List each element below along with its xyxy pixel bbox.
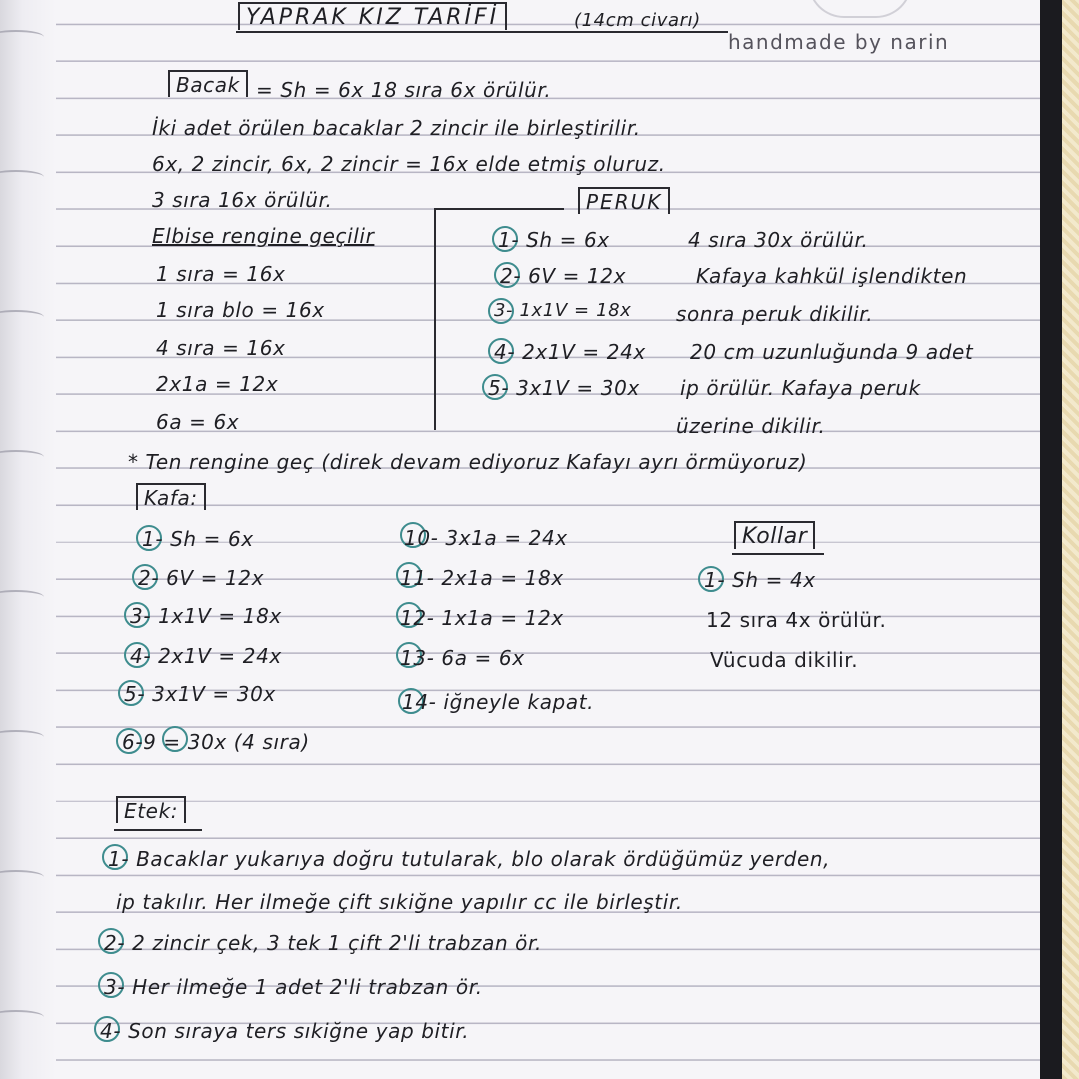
title-underline [236, 31, 728, 33]
kollar-label: Kollar [734, 521, 815, 549]
elbise-heading: Elbise rengine geçilir [152, 224, 375, 248]
peruk-step: 4- 2x1V = 24x [494, 340, 646, 364]
binding-ring [0, 450, 44, 464]
peruk-label: PERUK [578, 187, 670, 214]
peruk-note: 4 sıra 30x örülür. [688, 228, 869, 252]
kollar-underline [732, 553, 824, 555]
peruk-step: 1- Sh = 6x [498, 228, 610, 252]
etek-line: 3- Her ilmeğe 1 adet 2'li trabzan ör. [104, 975, 483, 999]
elbise-line: 6a = 6x [156, 410, 240, 434]
kafa-step: 5- 3x1V = 30x [124, 682, 276, 706]
binding-ring [0, 730, 44, 744]
ten-rengi-note: * Ten rengine geç (direk devam ediyoruz Kafayı ayrı örmüyoruz) [128, 450, 808, 474]
etek-line: ip takılır. Her ilmeğe çift sıkiğne yapılır cc ile birleştir. [116, 890, 683, 914]
bacak-line: = Sh = 6x 18 sıra 6x örülür. [256, 78, 552, 102]
peruk-note: ip örülür. Kafaya peruk [680, 376, 921, 400]
etek-line: 2- 2 zincir çek, 3 tek 1 çift 2'li trabzan ör. [104, 931, 542, 955]
etek-underline [114, 829, 202, 831]
kafa-step: 11- 2x1a = 18x [400, 566, 564, 590]
kollar-line: 12 sıra 4x örülür. [706, 608, 887, 632]
elbise-line: 4 sıra = 16x [156, 336, 286, 360]
kafa-step: 6-9 = 30x (4 sıra) [122, 730, 310, 754]
page-title: YAPRAK KIZ TARİFİ [238, 2, 507, 30]
binding-ring [0, 870, 44, 884]
peruk-step: 2- 6V = 12x [500, 264, 627, 288]
binding-ring [0, 310, 44, 324]
peruk-note: 20 cm uzunluğunda 9 adet [690, 340, 974, 364]
kollar-line: Vücuda dikilir. [710, 648, 859, 672]
peruk-frame-top [434, 208, 564, 210]
etek-label: Etek: [116, 796, 186, 823]
logo-mark [808, 0, 912, 18]
kafa-step: 13- 6a = 6x [400, 646, 525, 670]
bacak-line: İki adet örülen bacaklar 2 zincir ile birleştirilir. [152, 116, 641, 140]
brand-text: handmade by narin [728, 30, 950, 54]
binding-ring [0, 30, 44, 44]
bacak-line: 6x, 2 zincir, 6x, 2 zincir = 16x elde etmiş oluruz. [152, 152, 666, 176]
kafa-step: 1- Sh = 6x [142, 527, 254, 551]
notebook-binding [0, 0, 56, 1079]
binding-ring [0, 170, 44, 184]
kafa-step: 3- 1x1V = 18x [130, 604, 282, 628]
peruk-note: sonra peruk dikilir. [676, 302, 874, 326]
elbise-line: 2x1a = 12x [156, 372, 279, 396]
elbise-line: 1 sıra blo = 16x [156, 298, 325, 322]
background-rug [1062, 0, 1079, 1079]
peruk-frame-left [434, 208, 436, 430]
peruk-step: 5- 3x1V = 30x [488, 376, 640, 400]
binding-ring [0, 590, 44, 604]
kafa-step: 2- 6V = 12x [138, 566, 265, 590]
peruk-note: üzerine dikilir. [676, 414, 826, 438]
title-note: (14cm civarı) [574, 10, 701, 31]
kafa-step: 12- 1x1a = 12x [400, 606, 564, 630]
kafa-label: Kafa: [136, 483, 206, 510]
kafa-step: 10- 3x1a = 24x [404, 526, 568, 550]
binding-ring [0, 1010, 44, 1024]
kollar-line: 1- Sh = 4x [704, 568, 816, 592]
elbise-line: 1 sıra = 16x [156, 262, 286, 286]
notebook-spine [1040, 0, 1062, 1079]
etek-line: 4- Son sıraya ters sıkiğne yap bitir. [100, 1019, 470, 1043]
kafa-step: 14- iğneyle kapat. [402, 690, 595, 714]
etek-line: 1- Bacaklar yukarıya doğru tutularak, blo olarak ördüğümüz yerden, [108, 847, 831, 871]
bacak-label: Bacak [168, 70, 248, 97]
peruk-note: Kafaya kahkül işlendikten [696, 264, 968, 288]
kafa-step: 4- 2x1V = 24x [130, 644, 282, 668]
peruk-step: 3- 1x1V = 18x [494, 300, 632, 321]
bacak-line: 3 sıra 16x örülür. [152, 188, 333, 212]
